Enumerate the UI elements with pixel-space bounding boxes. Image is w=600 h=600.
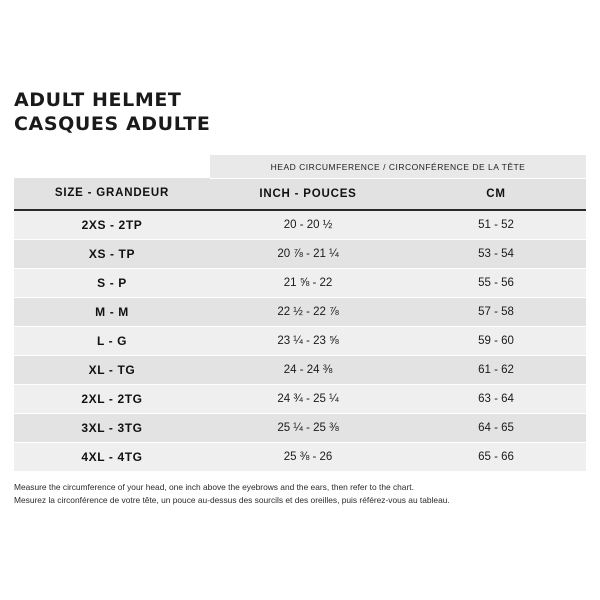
cell-inch: 24 - 24 ⅜ <box>210 355 406 384</box>
table-row <box>14 355 586 384</box>
cell-inch: 20 - 20 ½ <box>210 210 406 240</box>
cell-inch: 24 ¾ - 25 ¼ <box>210 384 406 413</box>
cell-size: 2XL - 2TG <box>14 384 210 413</box>
table-body <box>14 210 586 472</box>
cell-cm: 61 - 62 <box>406 355 586 384</box>
table-head <box>14 155 586 210</box>
cell-cm: 64 - 65 <box>406 413 586 442</box>
cell-cm: 59 - 60 <box>406 326 586 355</box>
cell-cm: 65 - 66 <box>406 442 586 471</box>
cell-cm: 51 - 52 <box>406 210 586 240</box>
cell-size: S - P <box>14 268 210 297</box>
cell-size: 2XS - 2TP <box>14 210 210 240</box>
cell-size: 3XL - 3TG <box>14 413 210 442</box>
cell-size: L - G <box>14 326 210 355</box>
group-header-spacer <box>14 155 210 179</box>
table-row <box>14 239 586 268</box>
table-row <box>14 413 586 442</box>
page-title <box>14 88 586 137</box>
page-title-line-en: ADULT HELMET <box>14 89 182 111</box>
measurement-note-en: Measure the circumference of your head, one inch above the eyebrows and the ears, then refer to the chart. <box>14 481 414 492</box>
cell-inch: 20 ⅞ - 21 ¼ <box>210 239 406 268</box>
cell-size: 4XL - 4TG <box>14 442 210 471</box>
cell-cm: 63 - 64 <box>406 384 586 413</box>
column-header-cm: CM <box>406 178 586 210</box>
cell-inch: 25 ¼ - 25 ⅜ <box>210 413 406 442</box>
cell-inch: 22 ½ - 22 ⅞ <box>210 297 406 326</box>
cell-cm: 53 - 54 <box>406 239 586 268</box>
table-row <box>14 442 586 471</box>
cell-cm: 55 - 56 <box>406 268 586 297</box>
table-column-header-row <box>14 178 586 210</box>
page-title-line-fr: CASQUES ADULTE <box>14 113 211 136</box>
cell-inch: 25 ⅜ - 26 <box>210 442 406 471</box>
table-row <box>14 210 586 240</box>
cell-size: XL - TG <box>14 355 210 384</box>
column-header-inch: INCH - POUCES <box>210 178 406 210</box>
table-row <box>14 384 586 413</box>
table-group-header-row <box>14 155 586 179</box>
measurement-note-fr: Mesurez la circonférence de votre tête, un pouce au-dessus des sourcils et des oreilles, puis référez-vous au tableau. <box>14 494 450 505</box>
cell-inch: 21 ⅝ - 22 <box>210 268 406 297</box>
cell-inch: 23 ¼ - 23 ⅝ <box>210 326 406 355</box>
cell-size: M - M <box>14 297 210 326</box>
group-header-head-circumference: HEAD CIRCUMFERENCE / CIRCONFÉRENCE DE LA TÊTE <box>210 155 586 179</box>
cell-cm: 57 - 58 <box>406 297 586 326</box>
table-row <box>14 268 586 297</box>
cell-size: XS - TP <box>14 239 210 268</box>
table-row <box>14 297 586 326</box>
size-chart-table <box>14 155 586 472</box>
table-row <box>14 326 586 355</box>
column-header-size: SIZE - GRANDEUR <box>14 178 210 210</box>
